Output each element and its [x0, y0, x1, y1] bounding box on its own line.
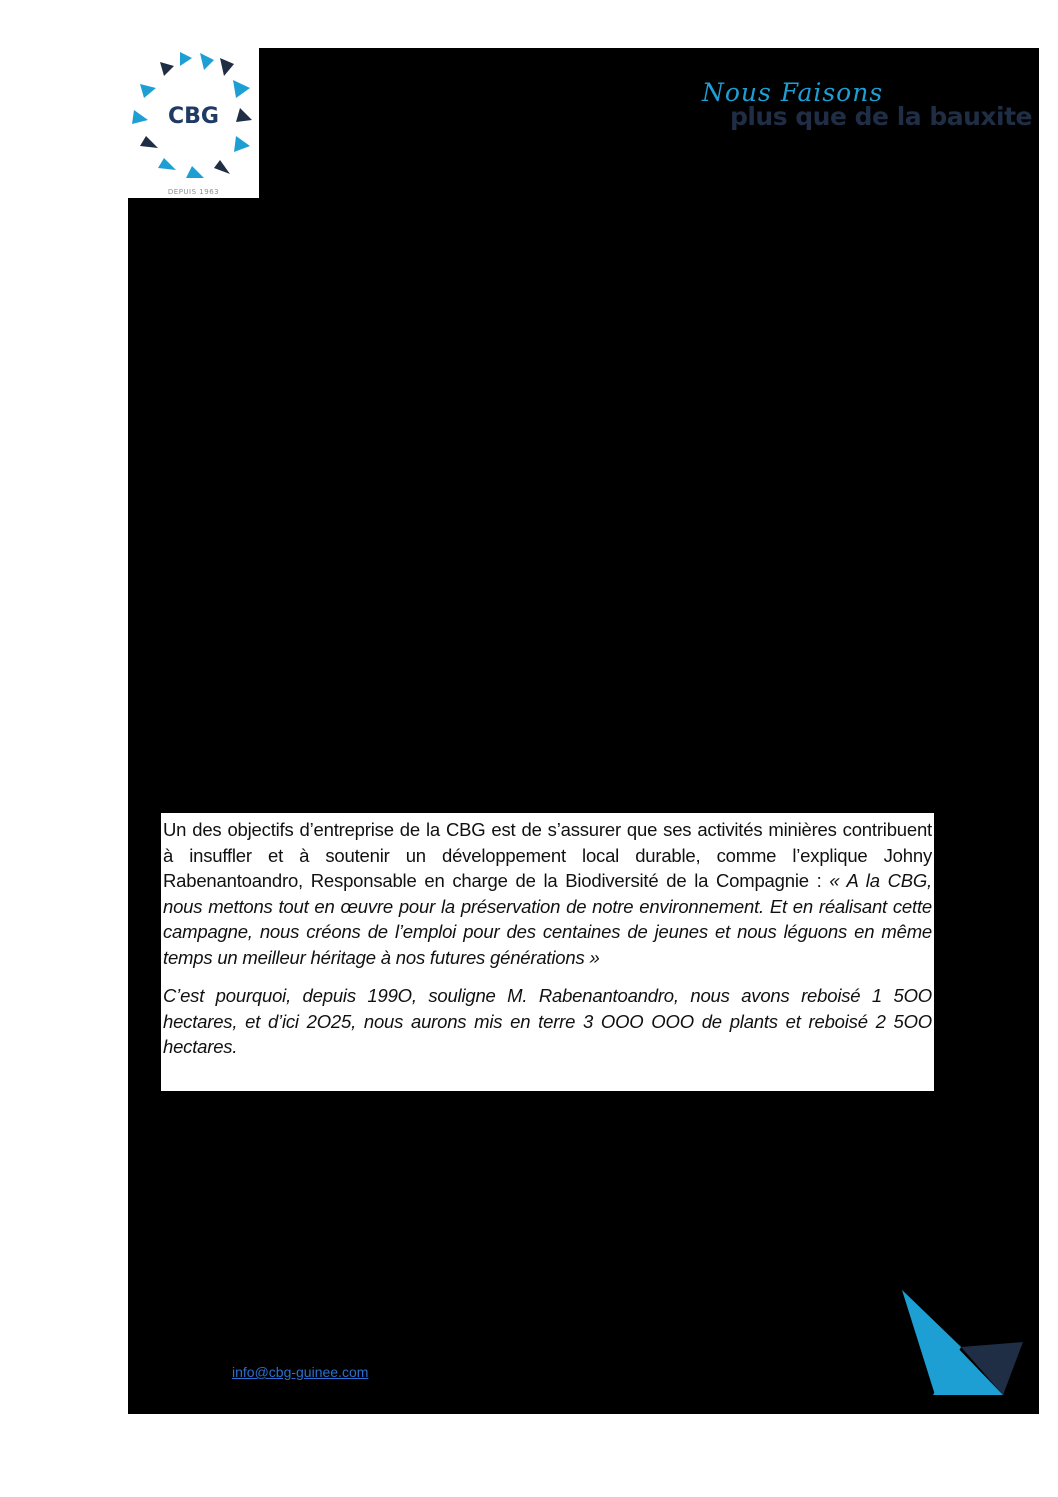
corner-triangle-icon	[895, 1287, 1025, 1397]
slogan-main: plus que de la bauxite	[729, 102, 1032, 131]
email-link[interactable]: info@cbg-guinee.com	[232, 1364, 369, 1380]
logo-wordmark: CBG	[168, 104, 219, 129]
article-quote: « A la CBG, nous mettons tout en œuvre pour la préservation de notre environnement. Et en réalisant cette campagne, nous créons de l’emploi pour des centaines de jeunes et nous léguons en même temps un meilleur héritage à nos futures générations »	[163, 870, 932, 968]
article-text-box	[161, 813, 934, 1091]
slogan	[692, 78, 1032, 131]
article-paragraph-2: C’est pourquoi, depuis 199O, souligne M. Rabenantoandro, nous avons reboisé 1 5OO hectares, et d’ici 2O25, nous aurons mis en terre 3 OOO OOO de plants et reboisé 2 5OO hectares.	[163, 985, 932, 1057]
logo-since: DEPUIS 1963	[167, 188, 220, 196]
article-paragraph-1	[161, 813, 934, 970]
cbg-logo	[128, 48, 259, 198]
redacted-page-area	[128, 48, 1039, 1414]
slogan-script: Nous Faisons	[702, 78, 884, 107]
article-paragraph-1-plain: Un des objectifs d’entreprise de la CBG est de s’assurer que ses activités minières contribuent à insuffler et à soutenir un développement local durable, comme l’explique Johny Rabenantoandro, Responsable en charge de la Biodiversité de la Compagnie :	[163, 819, 932, 891]
